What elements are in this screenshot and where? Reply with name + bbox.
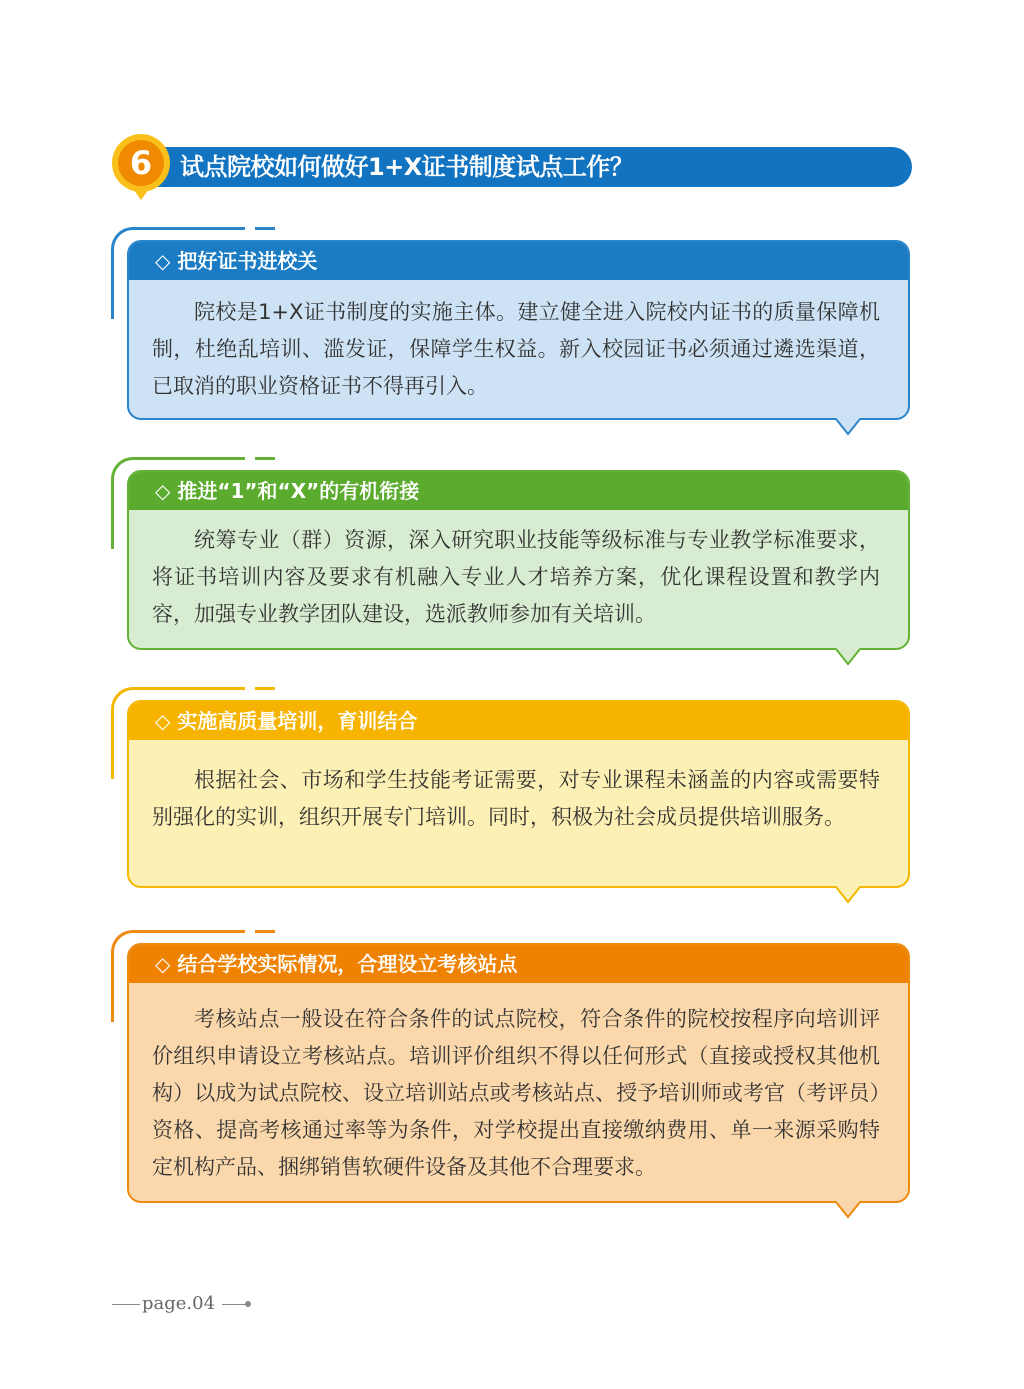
section-title: 试点院校如何做好1+X证书制度试点工作？ [180, 153, 634, 181]
footer-rule [222, 1304, 246, 1305]
section-number: 6 [118, 140, 164, 186]
card-decoration-dash [255, 930, 275, 933]
card-decoration-dash [255, 227, 275, 230]
page-number: page.04 [142, 1293, 216, 1314]
card-title: ◇ 结合学校实际情况，合理设立考核站点 [129, 945, 908, 983]
card-decoration-dash [255, 457, 275, 460]
card-title: ◇ 实施高质量培训，育训结合 [129, 702, 908, 740]
speech-pointer-icon [836, 1201, 860, 1219]
card-body-text: 根据社会、市场和学生技能考证需要，对专业课程未涵盖的内容或需要特别强化的实训，组织开展专门培训。同时，积极为社会成员提供培训服务。 [152, 768, 880, 829]
info-card-1-x-integration [127, 470, 910, 650]
card-title: ◇ 推进“1”和“X”的有机衔接 [129, 472, 908, 510]
info-card-certificate-entry [127, 240, 910, 420]
card-decoration-dash [255, 687, 275, 690]
page-footer [112, 1291, 272, 1317]
speech-pointer-icon [836, 886, 860, 904]
card-body-text: 统筹专业（群）资源，深入研究职业技能等级标准与专业教学标准要求，将证书培训内容及要求有机融入专业人才培养方案，优化课程设置和教学内容，加强专业教学团队建设，选派教师参加有关培训。 [152, 528, 880, 626]
speech-pointer-icon [836, 648, 860, 666]
info-card-assessment-sites [127, 943, 910, 1203]
card-body-text: 考核站点一般设在符合条件的试点院校，符合条件的院校按程序向培训评价组织申请设立考核站点。培训评价组织不得以任何形式（直接或授权其他机构）以成为试点院校、设立培训站点或考核站点、授予培训师或考官（考评员）资格、提高考核通过率等为条件，对学校提出直接缴纳费用、单一来源采购特定机构产品、捆绑销售软硬件设备及其他不合理要求。 [152, 1007, 880, 1179]
info-card-quality-training [127, 700, 910, 888]
footer-rule [112, 1304, 140, 1305]
number-badge [112, 134, 170, 192]
footer-dot-icon [245, 1301, 251, 1307]
speech-pointer-icon [836, 418, 860, 436]
card-body-text: 院校是1+X证书制度的实施主体。建立健全进入院校内证书的质量保障机制，杜绝乱培训、滥发证，保障学生权益。新入校园证书必须通过遴选渠道，已取消的职业资格证书不得再引入。 [152, 300, 880, 398]
card-title: ◇ 把好证书进校关 [129, 242, 908, 280]
section-header-banner [150, 147, 912, 187]
